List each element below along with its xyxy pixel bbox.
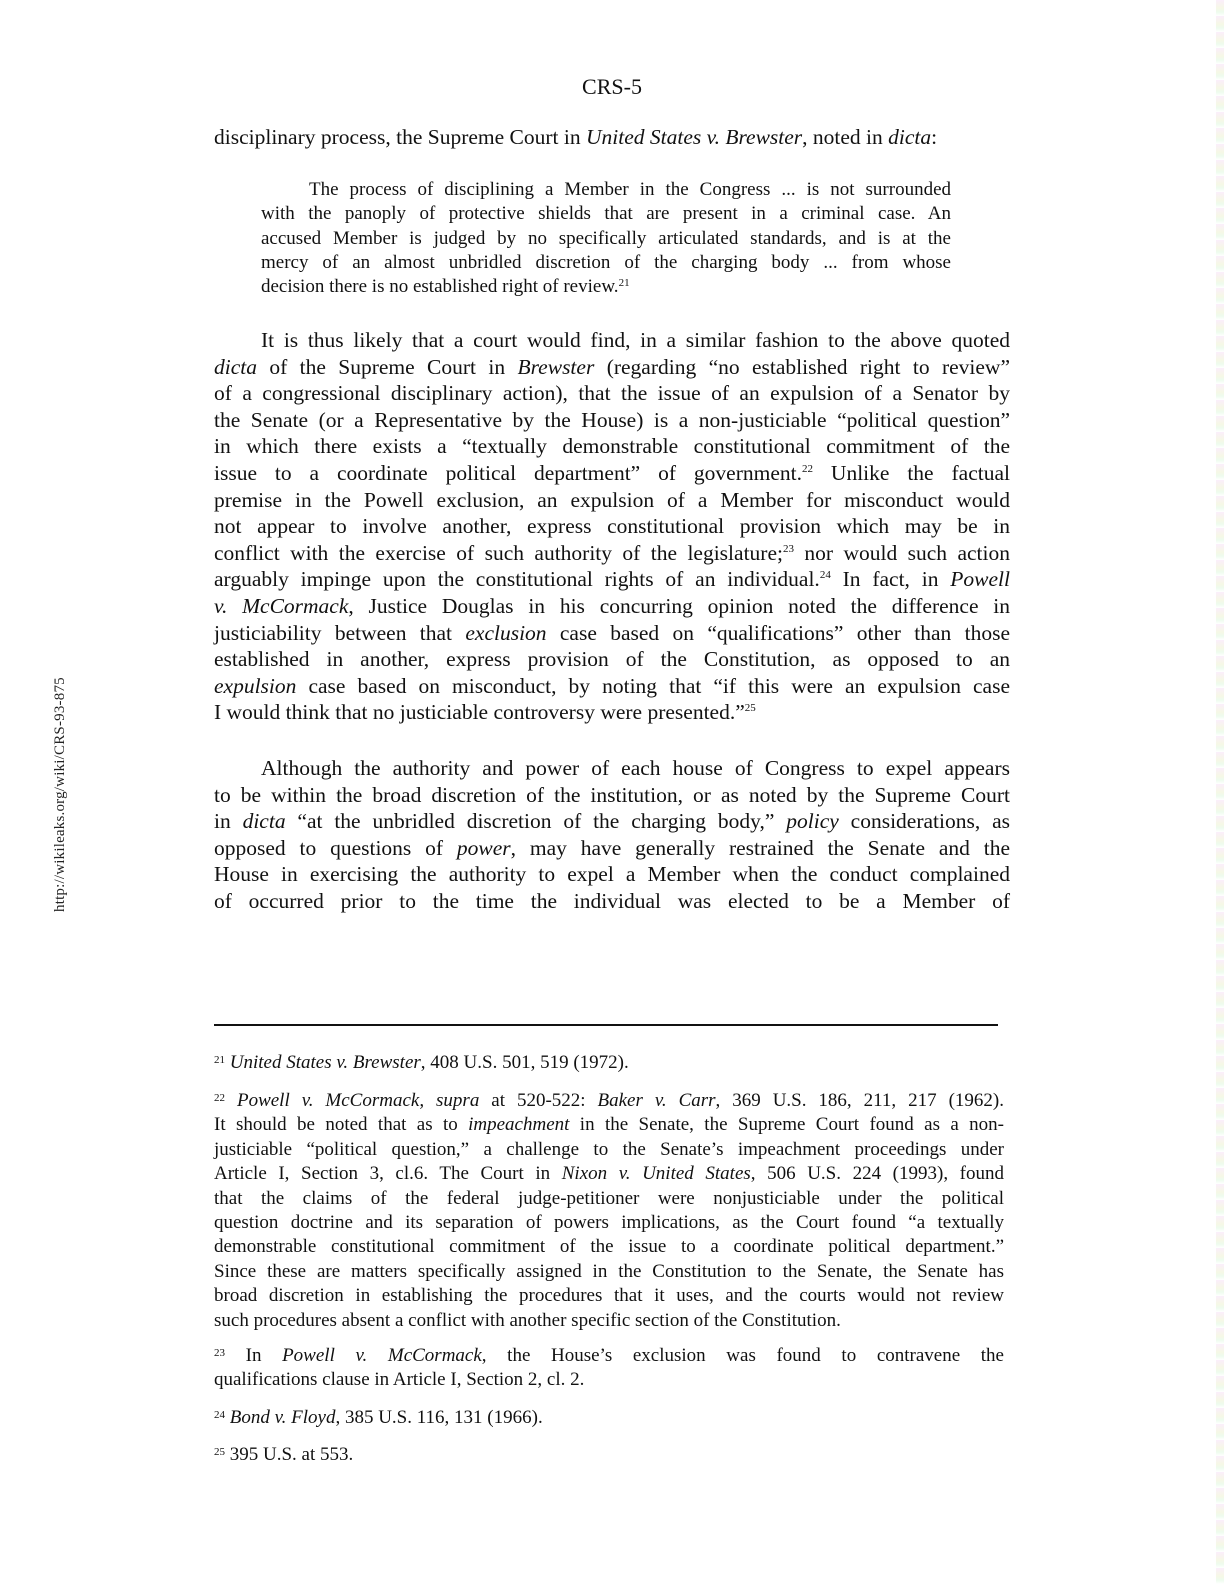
case-name: Brewster xyxy=(517,354,595,379)
intro-text: , noted in xyxy=(802,125,889,149)
block-quote xyxy=(261,178,951,299)
text-span: of the Supreme Court in xyxy=(257,354,518,379)
text-span: , 506 U.S. 224 (1993), found xyxy=(750,1163,1004,1185)
text-line: to be within the broad discretion of the institution, or as noted by the Supreme Court xyxy=(214,782,1010,807)
text-line: of a congressional disciplinary action), that the issue of an expulsion of a Senator by xyxy=(214,381,1010,406)
text-line: in which there exists a “textually demonstrable constitutional commitment of the xyxy=(214,434,1010,459)
footnote-21 xyxy=(214,1051,1004,1075)
text-span: In xyxy=(245,1345,283,1366)
emphasis: impeachment xyxy=(468,1114,570,1136)
text-line: not appear to involve another, express constitutional provision which may be in xyxy=(214,514,1010,539)
text-line: such procedures absent a conflict with another specific section of the Constitution. xyxy=(214,1309,841,1331)
text-span: (regarding “no established right to review” xyxy=(594,354,1010,379)
footnote-25 xyxy=(214,1443,1004,1467)
text-line: Although the authority and power of each house of Congress to expel appears xyxy=(261,756,1010,780)
case-name: United States v. Brewster xyxy=(586,125,803,149)
text-span: case based on “qualifications” other than those xyxy=(546,620,1010,645)
quote-line: with the panoply of protective shields that are present in a criminal case. An xyxy=(261,203,951,225)
footnote-number: 24 xyxy=(214,1409,225,1421)
case-name: Nixon v. United States xyxy=(561,1163,751,1185)
latin-term: dicta xyxy=(242,809,286,834)
text-span: Article I, Section 3, cl.6. The Court in xyxy=(214,1163,562,1185)
footnote-ref-21[interactable]: 21 xyxy=(618,277,630,290)
footnote-ref-25[interactable]: 25 xyxy=(744,702,756,715)
emphasis: expulsion xyxy=(214,673,297,698)
latin-term: dicta xyxy=(214,354,257,379)
text-span: in the Senate, the Supreme Court found as a non- xyxy=(569,1114,1004,1136)
text-line: It is thus likely that a court would find, in a similar fashion to the above quoted xyxy=(261,328,1010,352)
text-span: case based on misconduct, by noting that “if this were an expulsion case xyxy=(296,673,1010,698)
text-line: that the claims of the federal judge-petitioner were nonjusticiable under the political xyxy=(214,1187,1004,1209)
text-line: demonstrable constitutional commitment of the issue to a coordinate political department.” xyxy=(214,1236,1004,1258)
quote-line: The process of disciplining a Member in the Congress ... is not surrounded xyxy=(309,179,951,200)
text-span: , may have generally restrained the Senate and the xyxy=(510,835,1010,860)
footnote-ref-23[interactable]: 23 xyxy=(782,542,794,555)
case-name: v. McCormack xyxy=(214,593,349,618)
emphasis: power xyxy=(456,835,511,860)
footnote-number: 21 xyxy=(214,1054,225,1066)
intro-line xyxy=(214,124,1010,151)
text-line: qualifications clause in Article I, Section 2, cl. 2. xyxy=(214,1369,585,1391)
text-span: It should be noted that as to xyxy=(214,1114,469,1136)
footnote-number: 22 xyxy=(214,1092,225,1104)
side-url-watermark: http://wikileaks.org/wiki/CRS-93-875 xyxy=(52,677,68,912)
text-line: premise in the Powell exclusion, an expulsion of a Member for misconduct would xyxy=(214,487,1010,512)
text-line: broad discretion in establishing the procedures that it uses, and the courts would not review xyxy=(214,1285,1004,1307)
paragraph-2 xyxy=(214,755,1010,915)
page-edge-decoration xyxy=(1216,0,1224,1584)
text-line: House in exercising the authority to expel a Member when the conduct complained xyxy=(214,862,1010,887)
text-span: arguably impinge upon the constitutional rights of an individual. xyxy=(214,567,820,592)
text-line: Since these are matters specifically assigned in the Constitution to the Senate, the Senate has xyxy=(214,1260,1004,1282)
text-span: justiciability between that xyxy=(214,620,466,645)
text-span: nor would such action xyxy=(793,540,1010,565)
intro-text: disciplinary process, the Supreme Court in xyxy=(214,125,586,149)
text-line: question doctrine and its separation of powers implications, as the Court found “a textually xyxy=(214,1212,1004,1234)
text-span: 395 U.S. at 553. xyxy=(225,1444,354,1465)
text-line: of occurred prior to the time the individual was elected to be a Member of xyxy=(214,888,1010,913)
emphasis: exclusion xyxy=(465,620,547,645)
case-name: United States v. Brewster xyxy=(229,1052,421,1073)
footnote-number: 23 xyxy=(214,1347,225,1359)
case-name: Powell v. McCormack, supra xyxy=(236,1090,480,1111)
intro-text: : xyxy=(931,125,938,149)
case-name: Baker v. Carr xyxy=(597,1090,716,1111)
text-span: considerations, as xyxy=(838,809,1010,834)
text-span: , the House’s exclusion was found to contravene the xyxy=(481,1345,1004,1366)
footnote-24 xyxy=(214,1406,1004,1430)
case-name: Powell xyxy=(950,567,1010,592)
case-name: Bond v. Floyd xyxy=(229,1407,336,1428)
text-span: issue to a coordinate political department” of government. xyxy=(214,460,803,485)
text-line: the Senate (or a Representative by the House) is a non-justiciable “political question” xyxy=(214,407,1010,432)
page-header: CRS-5 xyxy=(582,74,642,99)
text-span: Unlike the factual xyxy=(813,460,1010,485)
footnote-23 xyxy=(214,1344,1004,1393)
quote-line: decision there is no established right of review. xyxy=(261,276,619,298)
text-span: I would think that no justiciable controversy were presented.” xyxy=(214,700,745,725)
footnote-ref-22[interactable]: 22 xyxy=(802,462,814,475)
footnote-ref-24[interactable]: 24 xyxy=(819,569,831,582)
footnote-number: 25 xyxy=(214,1446,225,1458)
paragraph-1 xyxy=(214,327,1010,726)
text-span: , 408 U.S. 501, 519 (1972). xyxy=(420,1052,629,1073)
text-span: “at the unbridled discretion of the charging body,” xyxy=(285,809,787,834)
quote-line: accused Member is judged by no specifically articulated standards, and is at the xyxy=(261,227,951,249)
text-span: , Justice Douglas in his concurring opinion noted the difference in xyxy=(348,593,1010,618)
case-name: Powell v. McCormack xyxy=(282,1345,482,1366)
text-line: established in another, express provision of the Constitution, as opposed to an xyxy=(214,647,1010,672)
footnote-separator xyxy=(214,1024,998,1026)
text-span: , 369 U.S. 186, 211, 217 (1962). xyxy=(715,1090,1004,1111)
text-span: in xyxy=(214,809,243,834)
latin-term: dicta xyxy=(888,125,932,149)
text-span: conflict with the exercise of such authority of the legislature; xyxy=(214,540,783,565)
quote-line: mercy of an almost unbridled discretion of the charging body ... from whose xyxy=(261,251,951,273)
text-span: , 385 U.S. 116, 131 (1966). xyxy=(335,1407,543,1428)
footnote-22 xyxy=(214,1089,1004,1333)
text-span: In fact, in xyxy=(830,567,951,592)
text-line: justiciable “political question,” a challenge to the Senate’s impeachment proceedings under xyxy=(214,1138,1004,1160)
emphasis: policy xyxy=(786,809,839,834)
text-span: at 520-522: xyxy=(479,1090,598,1111)
text-span: opposed to questions of xyxy=(214,835,457,860)
